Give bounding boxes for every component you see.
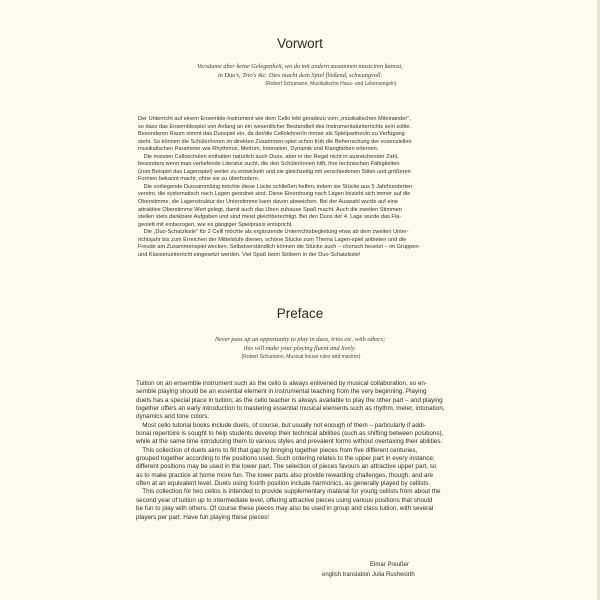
vorwort-line: richtsjahr bis zum Erreichen der Mittelstufe dienen, schöne Stücke zum Thema Lagen-spiel anbieten und die: [138, 236, 407, 243]
preface-motto-line: Never pass up an opportunity to play in duos, trios etc. with others;: [214, 336, 386, 343]
preface-line: players per part. Have fun playing these pieces!: [136, 513, 270, 521]
preface-line: dynamics and tone colors.: [136, 413, 210, 421]
preface-title: Preface: [276, 306, 324, 321]
preface-motto-line: this will make your playing fluent and lively.: [244, 344, 356, 352]
vorwort-body: [138, 116, 468, 259]
vorwort-line: vereint, die systematisch nach Lagen geordnet sind. Diese Einordnung nach Lagen bezieht sich immer auf die: [138, 191, 411, 198]
preface-line: different positions may be used in the lower part. The selection of pieces favours an attractive upper part, so: [136, 463, 437, 471]
vorwort-title: Vorwort: [277, 36, 323, 51]
preface-line: as to make practice at home more fun. The lower parts also provide rewarding challenges, though, and are: [136, 471, 434, 479]
vorwort-line: besonders wenn man vertiefende Literatur sucht, die den Schüler/innen hilft, ihre technischen Fähigkeiten: [138, 161, 400, 168]
preface-line: Most cello tutorial books include duets, of course, but usually not enough of them – particularly if addi-: [136, 421, 426, 429]
vorwort-line: steht. So können die Schüler/innen im direkten Zusammen-spiel schon früh die Beherrschung der essenziellen: [138, 138, 412, 145]
preface-line: be fun to play with others. Of course these pieces may also be used in group and class tuition, with several: [136, 505, 434, 513]
preface-line: second year of tuition up to intermediate level, offering attractive pieces using various positions that should: [136, 496, 433, 504]
preface-motto: [150, 336, 450, 353]
preface-attribution: (Robert Schumann, Musical house rules and maxims): [241, 354, 361, 360]
vorwort-motto-line: Versäume aber keine Gelegenheit, wo du mit andern zusammen musiciren kannst,: [197, 63, 403, 70]
vorwort-line: stellen stets dankbare Aufgaben und sind meist gleichberechtigt. Bei den Duos der 4. Lage wurde das Fla-: [138, 214, 402, 221]
vorwort-line: Oberstimme, die Lagenstruktur der Unterstimme kann davon abweichen. Bei der Auswahl wurde auf eine: [138, 199, 398, 206]
preface-line: Tuition on an ensemble instrument such as the cello is always enlivened by musical collaboration, so en-: [136, 380, 427, 387]
vorwort-line: musikalischen Parameter wie Rhythmus, Metrum, Intonation, Dynamik und Klangfarben erlernen.: [138, 146, 379, 153]
preface-line: This collection of duets aims to fill that gap by bringing together pieces from five different centuries,: [136, 446, 418, 454]
preface-body: [136, 380, 470, 522]
translator-credit: english translation Julia Rushworth: [322, 572, 415, 578]
vorwort-line: Freude am Zusammenspiel wecken. Selbstverständlich können die Stücke auch – chorisch besetzt – im Gruppen-: [138, 244, 421, 251]
vorwort-line: (zum Beispiel das Lagenspiel) weiter zu entwickeln und sie gleichzeitig mit verschiedenen Stilen und größeren: [138, 168, 411, 175]
preface-line: while at the same time introducing them to various styles and prevalent forms without overtaxing their abilities.: [136, 438, 443, 446]
vorwort-line: Die vorliegende Duosammlung möchte diese Lücke schließen helfen, indem sie Stücke aus 5 Jahrhunderten: [138, 183, 413, 190]
preface-line: tional repertoire is sought to help students develop their technical abilities (such as shifting between positions),: [136, 430, 444, 438]
vorwort-line: und Klassenunterricht eingesetzt werden. Viel Spaß beim Stöbern in der Duo-Schatzkiste!: [138, 251, 361, 258]
vorwort-line: Formen bekannt macht, ohne sie zu überfordern.: [138, 176, 260, 183]
preface-line: duets has a special place in tuition, as the cello teacher is always available to play the other part – and playing: [136, 396, 443, 404]
preface-line: together offers an early introduction to mastering essential musical elements such as rhythm, meter, intonation,: [136, 405, 445, 413]
preface-line: This collection for two cellos is intended to provide supplementary material for young cellists from about the: [136, 488, 441, 496]
vorwort-attribution: (Robert Schumann, Musikalische Haus- und Lebensregeln): [265, 81, 397, 87]
vorwort-line: geolett mit einbezogen, wie es gängiger Spielpraxis entspricht.: [138, 221, 293, 228]
vorwort-line: Besonderen Raum nimmt das Duospiel ein, da der/die Cellolehrer/in immer als Spielpartner/in zu Verfügung: [138, 131, 405, 138]
vorwort-line: attraktive Oberstimme Wert gelegt, damit auch das Üben zuhause Spaß macht. Auch die zweiten Stimmen: [138, 206, 402, 213]
vorwort-line: Der Unterricht auf einem Ensemble-Instrument wie dem Cello lebt geradezu vom „musikalischen Miteinander",: [138, 116, 411, 122]
vorwort-line: Die meisten Celloschulen enthalten natürlich auch Duos, aber in der Regel nicht in ausreichender Zahl,: [138, 153, 399, 160]
vorwort-line: Die „Duo-Schatzkiste" für 2 Celli möchte als ergänzende Unterrichtsbegleitung etwa ab dem zweiten Unter-: [138, 229, 409, 236]
preface-line: grouped together according to the positions used. Such ordering relates to the upper part in every instance;: [136, 455, 435, 463]
vorwort-motto-line: in Duo's, Trio's &c. Dies macht dein Spiel fließend, schwungvoll.: [217, 71, 383, 79]
vorwort-motto: [150, 63, 450, 80]
vorwort-line: so dass das Ensemblespiel von Anfang an ein wesentlicher Bestandteil des Instrumentalunterrichts sein sollte.: [138, 123, 412, 130]
preface-line: often at an equivalent level. Duets using fourth position include harmonics, as generally played by cellists.: [136, 480, 431, 488]
preface-line: semble playing should be an essential element in instrumental teaching from the very beginning. Playing: [136, 388, 427, 396]
author-name: Elmar Preußer: [370, 562, 410, 568]
